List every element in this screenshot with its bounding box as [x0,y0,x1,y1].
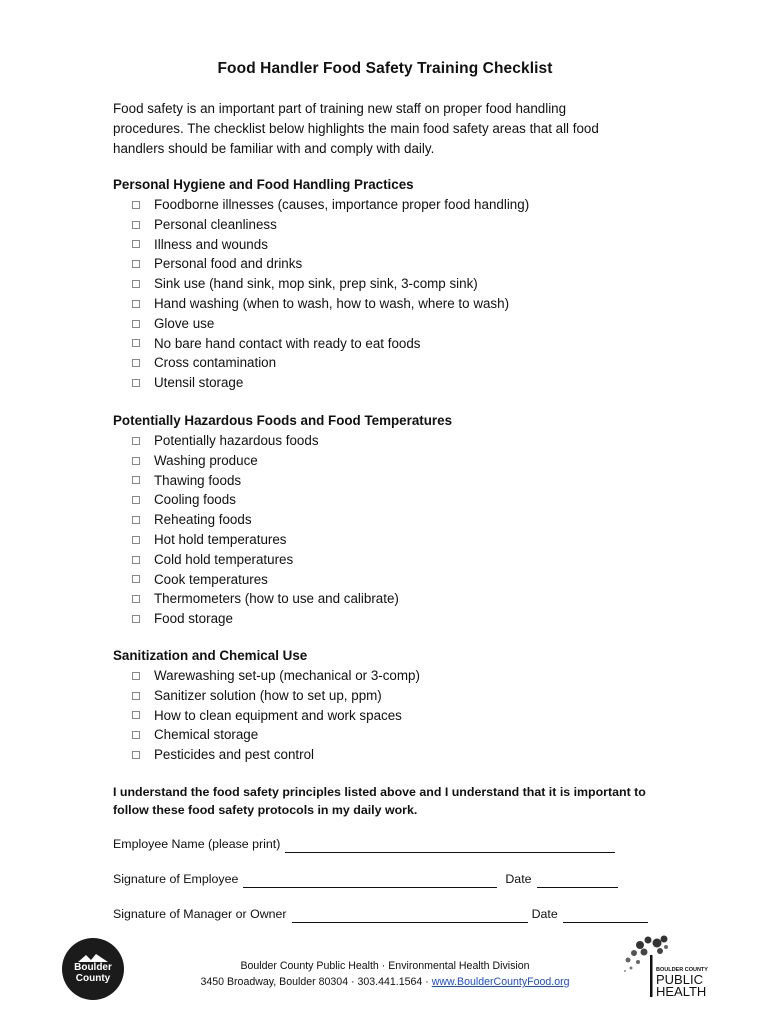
checkbox[interactable] [132,575,140,583]
checkbox[interactable] [132,359,140,367]
checkbox[interactable] [132,731,140,739]
checklist-item[interactable]: Potentially hazardous foods [132,431,399,451]
checklist-item[interactable]: How to clean equipment and work spaces [132,706,420,726]
checkbox[interactable] [132,595,140,603]
checkbox[interactable] [132,476,140,484]
checkbox[interactable] [132,615,140,623]
public-health-logo [622,935,714,997]
checklist-item[interactable]: Thawing foods [132,471,399,491]
acknowledgement-statement: I understand the food safety principles listed above and I understand that it is important to follow these food safety protocols in my daily work. [113,785,646,817]
section-heading-temperatures: Potentially Hazardous Foods and Food Temperatures [113,413,453,428]
tree-logo-icon [622,935,714,997]
footer-address: 3450 Broadway, Boulder 80304 · 303.441.1564 · [200,976,432,988]
checkbox[interactable] [132,437,140,445]
page-title: Food Handler Food Safety Training Checklist [217,60,553,77]
checklist-item[interactable]: Foodborne illnesses (causes, importance proper food handling) [132,195,529,215]
manager-signature-label: Signature of Manager or Owner [113,907,287,921]
intro-paragraph: Food safety is an important part of training new staff on proper food handling procedures. The checklist below highlights the main food safety areas that all food handlers should be familiar with and comply with daily. [113,101,599,156]
checkbox[interactable] [132,280,140,288]
checklist-item[interactable]: Illness and wounds [132,235,529,255]
checklist-item[interactable]: Washing produce [132,451,399,471]
checklist-item[interactable]: Sanitizer solution (how to set up, ppm) [132,686,420,706]
checklist-sanitization [132,666,420,765]
checkbox[interactable] [132,751,140,759]
checklist-item[interactable]: Cross contamination [132,353,529,373]
svg-text:HEALTH: HEALTH [656,984,707,997]
checkbox[interactable] [132,556,140,564]
section-heading-hygiene: Personal Hygiene and Food Handling Practices [113,177,414,192]
checklist-temperatures [132,431,399,629]
checklist-item[interactable]: Personal food and drinks [132,254,529,274]
employee-signature-line[interactable] [243,875,497,888]
svg-text:BOULDER COUNTY: BOULDER COUNTY [656,967,708,973]
checkbox[interactable] [132,320,140,328]
employee-signature-field[interactable] [113,870,618,888]
employee-signature-label: Signature of Employee [113,872,239,886]
checkbox[interactable] [132,536,140,544]
checklist-item[interactable]: Sink use (hand sink, mop sink, prep sink, 3-comp sink) [132,274,529,294]
checkbox[interactable] [132,201,140,209]
checkbox[interactable] [132,240,140,248]
checkbox[interactable] [132,379,140,387]
svg-text:PUBLIC: PUBLIC [656,972,703,987]
checklist-item[interactable]: Food storage [132,609,399,629]
checklist-item[interactable]: Chemical storage [132,725,420,745]
checkbox[interactable] [132,496,140,504]
website-link[interactable]: www.BoulderCountyFood.org [431,976,570,988]
checkbox[interactable] [132,457,140,465]
checklist-item[interactable]: Hand washing (when to wash, how to wash, where to wash) [132,294,529,314]
checklist-item[interactable]: Personal cleanliness [132,215,529,235]
section-heading-sanitization: Sanitization and Chemical Use [113,648,308,663]
checkbox[interactable] [132,672,140,680]
checklist-item[interactable]: Glove use [132,314,529,334]
employee-name-line[interactable] [285,840,615,853]
employee-date-label: Date [505,872,532,886]
employee-name-field[interactable] [113,835,615,853]
checklist-item[interactable]: Utensil storage [132,373,529,393]
checkbox[interactable] [132,711,140,719]
manager-signature-field[interactable] [113,905,648,923]
checkbox[interactable] [132,221,140,229]
employee-date-line[interactable] [537,875,618,888]
checkbox[interactable] [132,516,140,524]
checklist-item[interactable]: Cooling foods [132,490,399,510]
manager-signature-line[interactable] [292,910,528,923]
seal-text-boulder: Boulder [74,962,112,973]
checkbox[interactable] [132,300,140,308]
checklist-item[interactable]: Hot hold temperatures [132,530,399,550]
seal-text-county: County [75,973,111,984]
checklist-item[interactable]: Reheating foods [132,510,399,530]
checkbox[interactable] [132,692,140,700]
checklist-hygiene [132,195,529,393]
checklist-item[interactable]: Cook temperatures [132,570,399,590]
checklist-item[interactable]: Warewashing set-up (mechanical or 3-comp) [132,666,420,686]
manager-date-line[interactable] [563,910,648,923]
checklist-item[interactable]: Cold hold temperatures [132,550,399,570]
manager-date-label: Date [531,907,558,921]
employee-name-label: Employee Name (please print) [113,837,281,851]
checkbox[interactable] [132,339,140,347]
footer-division: Boulder County Public Health · Environmental Health Division [240,960,530,972]
checklist-item[interactable]: Pesticides and pest control [132,745,420,765]
checklist-item[interactable]: No bare hand contact with ready to eat foods [132,334,529,354]
checkbox[interactable] [132,260,140,268]
checklist-item[interactable]: Thermometers (how to use and calibrate) [132,589,399,609]
